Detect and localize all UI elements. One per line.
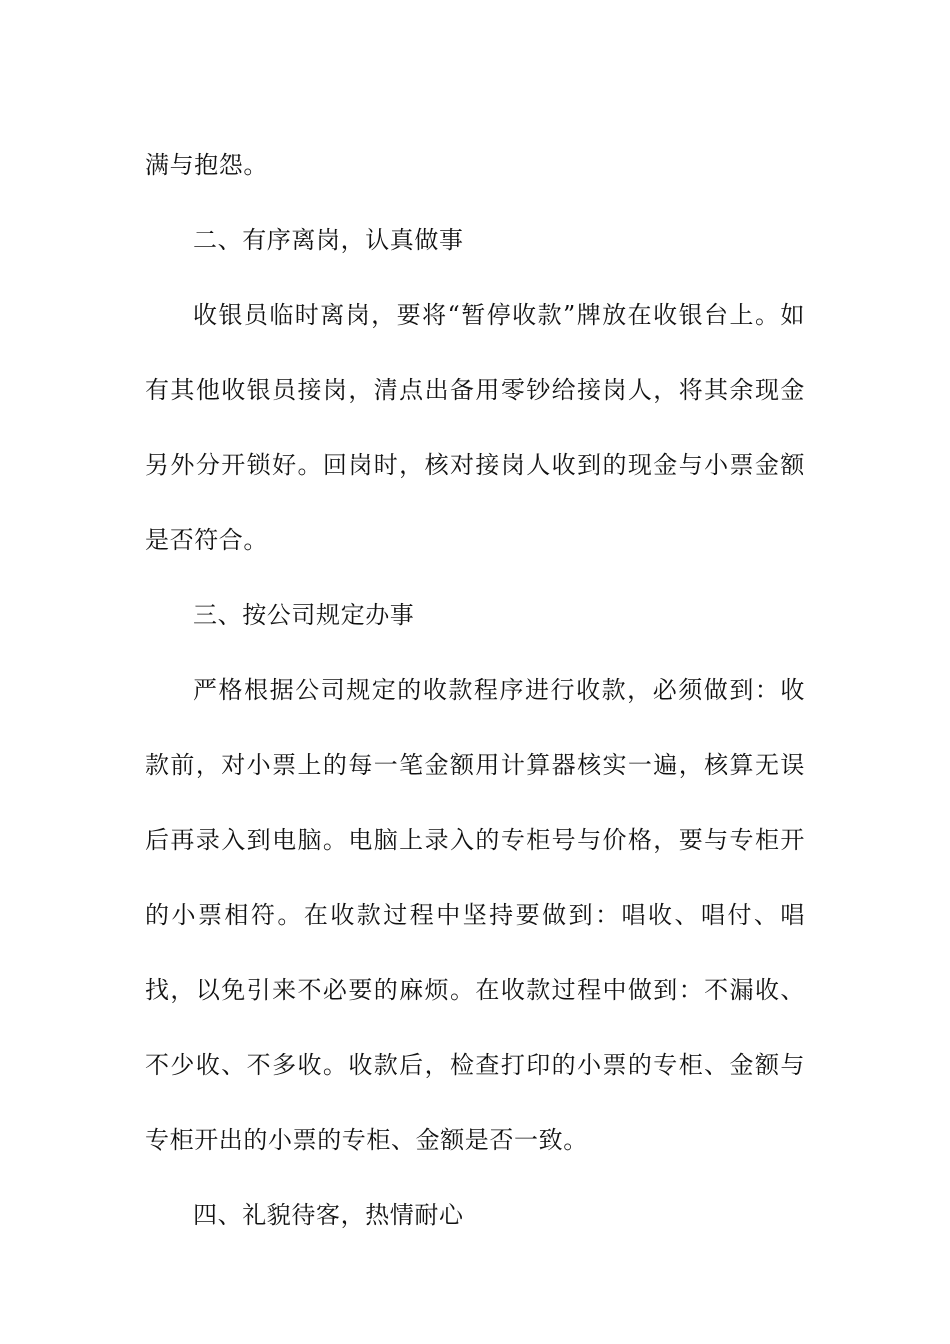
paragraph-continuation: 满与抱怨。 (145, 151, 268, 179)
section-heading-2: 二、有序离岗，认真做事 (193, 226, 464, 254)
section-heading-4: 四、礼貌待客，热情耐心 (193, 1201, 464, 1229)
document-body (145, 128, 805, 1253)
section-heading-3: 三、按公司规定办事 (193, 601, 415, 629)
paragraph-company-rules: 严格根据公司规定的收款程序进行收款，必须做到：收款前，对小票上的每一笔金额用计算器核实一遍，核算无误后再录入到电脑。电脑上录入的专柜号与价格，要与专柜开的小票相符。在收款过程中坚持要做到：唱收、唱付、唱找，以免引来不必要的麻烦。在收款过程中做到：不漏收、不少收、不多收。收款后，检查打印的小票的专柜、金额与专柜开出的小票的专柜、金额是否一致。 (145, 676, 805, 1154)
paragraph-leave-post: 收银员临时离岗，要将“暂停收款”牌放在收银台上。如有其他收银员接岗，清点出备用零钞给接岗人，将其余现金另外分开锁好。回岗时，核对接岗人收到的现金与小票金额是否符合。 (145, 301, 805, 554)
